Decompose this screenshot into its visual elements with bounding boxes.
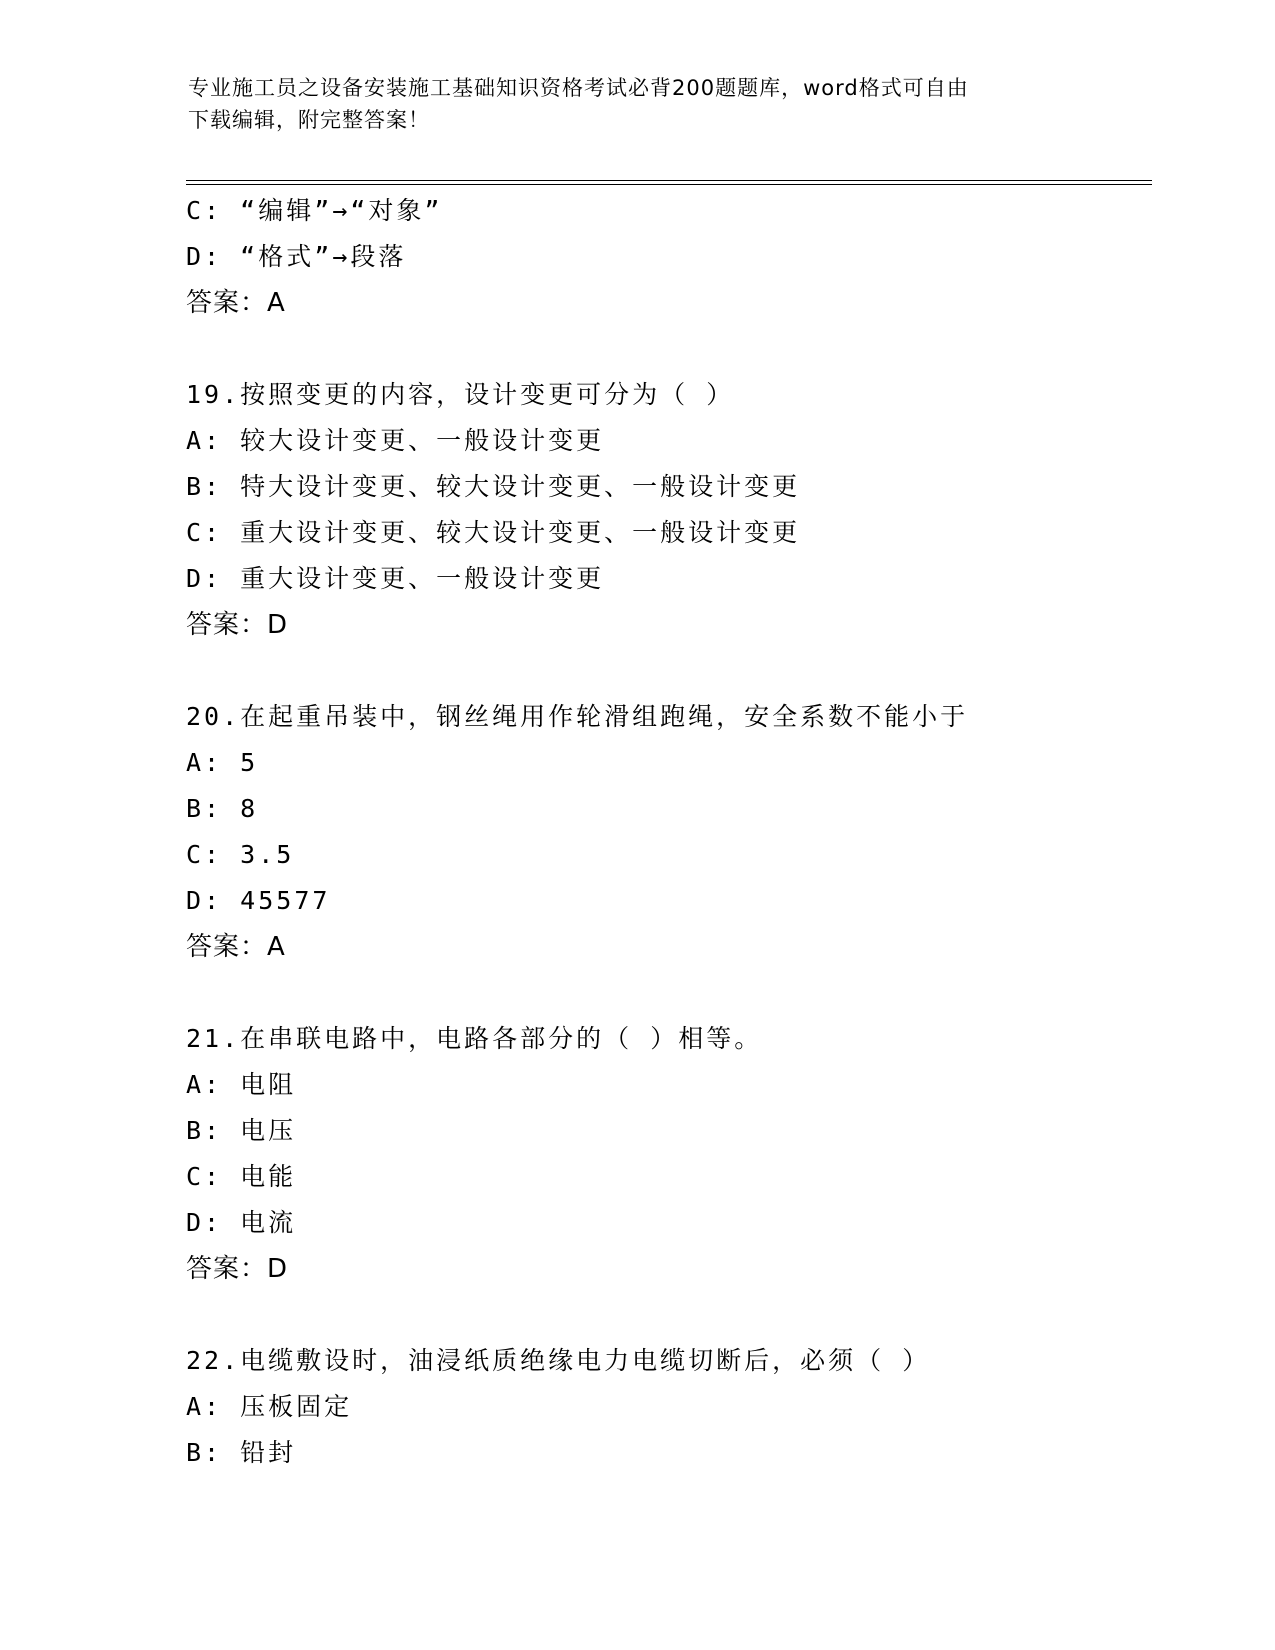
option-letter: B: <box>186 1438 223 1467</box>
option-letter: B: <box>186 472 223 501</box>
header-line-1: 专业施工员之设备安装施工基础知识资格考试必背200题题库，word格式可自由 <box>188 76 969 100</box>
question-stem: 21.在串联电路中，电路各部分的（ ）相等。 <box>186 1024 763 1053</box>
option-letter: C: <box>186 840 223 869</box>
question-20 <box>186 694 1152 970</box>
option-letter: A: <box>186 1392 223 1421</box>
option-c <box>186 188 1152 234</box>
option-a <box>186 1384 1152 1430</box>
question-19 <box>186 372 1152 648</box>
option-text: 特大设计变更、较大设计变更、一般设计变更 <box>240 472 801 501</box>
answer-line: 答案：D <box>186 1254 289 1284</box>
option-letter: C: <box>186 196 223 225</box>
spacer <box>186 326 1152 372</box>
option-c <box>186 1154 1152 1200</box>
question-stem: 22.电缆敷设时，油浸纸质绝缘电力电缆切断后，必须（ ） <box>186 1346 931 1375</box>
option-letter: D: <box>186 1208 223 1237</box>
option-d <box>186 878 1152 924</box>
document-body <box>186 188 1152 1476</box>
option-text: 8 <box>240 794 259 823</box>
option-text: 重大设计变更、较大设计变更、一般设计变更 <box>240 518 801 547</box>
option-text: 较大设计变更、一般设计变更 <box>240 426 605 455</box>
option-letter: D: <box>186 886 223 915</box>
option-letter: C: <box>186 518 223 547</box>
continued-question <box>186 188 1152 326</box>
header-divider-bottom <box>186 184 1152 185</box>
option-text: 电能 <box>240 1162 297 1191</box>
question-stem: 19.按照变更的内容，设计变更可分为（ ） <box>186 380 735 409</box>
option-d <box>186 234 1152 280</box>
spacer <box>186 970 1152 1016</box>
option-letter: A: <box>186 426 223 455</box>
option-c <box>186 832 1152 878</box>
question-22 <box>186 1338 1152 1476</box>
header-divider-top <box>186 180 1152 181</box>
header-line-2: 下载编辑，附完整答案！ <box>188 108 430 132</box>
option-a <box>186 418 1152 464</box>
option-text: 电压 <box>240 1116 297 1145</box>
answer-line: 答案：A <box>186 932 286 962</box>
document-header <box>188 72 1088 136</box>
spacer <box>186 648 1152 694</box>
option-text: 压板固定 <box>240 1392 353 1421</box>
option-a <box>186 1062 1152 1108</box>
option-text: 3.5 <box>240 840 295 869</box>
option-letter: D: <box>186 564 223 593</box>
option-letter: A: <box>186 748 223 777</box>
option-letter: B: <box>186 794 223 823</box>
option-d <box>186 556 1152 602</box>
option-text: 重大设计变更、一般设计变更 <box>240 564 605 593</box>
option-text: 电阻 <box>240 1070 297 1099</box>
option-b <box>186 464 1152 510</box>
spacer <box>186 1292 1152 1338</box>
option-letter: D: <box>186 242 223 271</box>
question-stem: 20.在起重吊装中，钢丝绳用作轮滑组跑绳，安全系数不能小于 <box>186 702 969 731</box>
option-text: “编辑”→“对象” <box>240 196 443 225</box>
option-c <box>186 510 1152 556</box>
option-letter: C: <box>186 1162 223 1191</box>
option-b <box>186 1108 1152 1154</box>
option-text: “格式”→段落 <box>240 242 407 271</box>
option-text: 5 <box>240 748 259 777</box>
option-letter: B: <box>186 1116 223 1145</box>
option-a <box>186 740 1152 786</box>
option-letter: A: <box>186 1070 223 1099</box>
option-b <box>186 786 1152 832</box>
question-21 <box>186 1016 1152 1292</box>
option-d <box>186 1200 1152 1246</box>
answer-line: 答案：A <box>186 288 286 318</box>
answer-line: 答案：D <box>186 610 289 640</box>
option-text: 45577 <box>240 886 331 915</box>
option-b <box>186 1430 1152 1476</box>
option-text: 电流 <box>240 1208 297 1237</box>
option-text: 铅封 <box>240 1438 297 1467</box>
